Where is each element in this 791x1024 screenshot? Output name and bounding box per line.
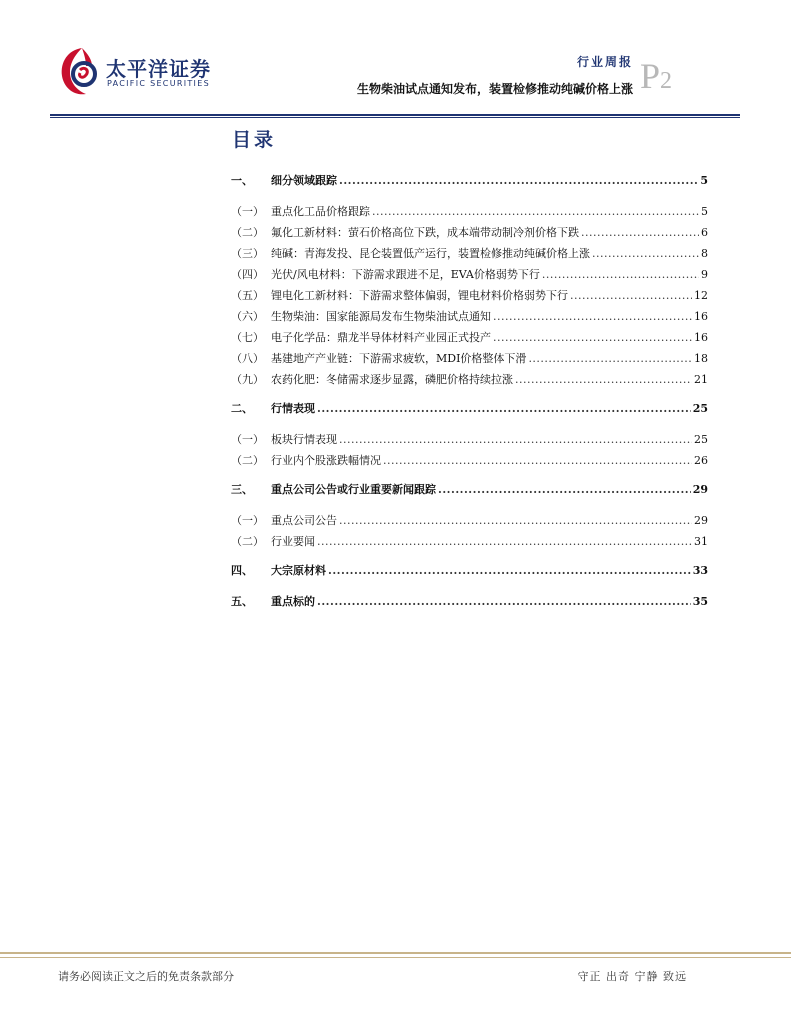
toc-leader-dots [317, 402, 691, 415]
toc-entry-title: 大宗原材料 [271, 564, 326, 577]
toc-entry-page: 21 [694, 373, 708, 386]
toc-entry-index: （一） [231, 433, 264, 446]
toc-entry[interactable] [231, 172, 708, 195]
page-number [640, 58, 672, 99]
toc-leader-dots [592, 247, 699, 260]
toc-entry[interactable] [231, 371, 708, 392]
toc-entry-title: 光伏/风电材料：下游需求跟进不足，EVA价格弱势下行 [271, 268, 540, 281]
toc-leader-dots [383, 454, 692, 467]
toc-entry-index: 四、 [231, 564, 253, 577]
toc-entry-title: 生物柴油：国家能源局发布生物柴油试点通知 [271, 310, 491, 323]
toc-entry-index: （四） [231, 268, 264, 281]
toc-entry[interactable] [231, 203, 708, 224]
toc-entry-page: 12 [694, 289, 708, 302]
report-subtitle: 生物柴油试点通知发布，装置检修推动纯碱价格上涨 [356, 82, 633, 96]
toc-entry-page: 35 [692, 595, 708, 608]
toc-entry-index: （五） [231, 289, 264, 302]
toc-entry-page: 29 [694, 514, 708, 527]
page-letter: P [640, 56, 661, 96]
toc-entry[interactable] [231, 245, 708, 266]
toc-entry[interactable] [231, 266, 708, 287]
toc-leader-dots [317, 595, 691, 608]
toc-entry[interactable] [231, 224, 708, 245]
toc-entry-page: 5 [700, 174, 708, 187]
toc-entry-page: 16 [694, 331, 708, 344]
toc-entry-title: 细分领域跟踪 [271, 174, 337, 187]
header-divider [50, 114, 740, 118]
company-logo [58, 44, 218, 104]
toc-leader-dots [581, 226, 699, 239]
disclaimer-note: 请务必阅读正文之后的免责条款部分 [58, 970, 234, 983]
toc-entry-index: （六） [231, 310, 264, 323]
toc-entry-title: 重点公司公告 [271, 514, 337, 527]
toc-entry-page: 5 [701, 205, 708, 218]
toc-entry-index: 五、 [231, 595, 253, 608]
toc-entry-title: 农药化肥：冬储需求逐步显露，磷肥价格持续拉涨 [271, 373, 513, 386]
toc-entry[interactable] [231, 308, 708, 329]
toc-entry-title: 行情表现 [271, 402, 315, 415]
toc-leader-dots [542, 268, 699, 281]
toc-leader-dots [372, 205, 699, 218]
toc-entry-title: 重点化工品价格跟踪 [271, 205, 370, 218]
toc-entry-title: 纯碱：青海发投、昆仑装置低产运行，装置检修推动纯碱价格上涨 [271, 247, 590, 260]
toc-entry[interactable] [231, 533, 708, 554]
toc-entry[interactable] [231, 452, 708, 473]
toc-entry-title: 重点标的 [271, 595, 315, 608]
toc-entry-title: 基建地产产业链：下游需求疲软，MDI价格整体下滑 [271, 352, 527, 365]
toc-leader-dots [317, 535, 692, 548]
toc-entry-title: 锂电化工新材料：下游需求整体偏弱，锂电材料价格弱势下行 [271, 289, 568, 302]
toc-entry-title: 行业要闻 [271, 535, 315, 548]
toc-entry[interactable] [231, 562, 708, 585]
toc-entry[interactable] [231, 329, 708, 350]
toc-entry-index: （九） [231, 373, 264, 386]
page-number-value: 2 [660, 68, 673, 94]
toc-entry-index: 二、 [231, 402, 253, 415]
toc-entry-title: 行业内个股涨跌幅情况 [271, 454, 381, 467]
toc-leader-dots [438, 483, 691, 496]
toc-entry[interactable] [231, 431, 708, 452]
toc-leader-dots [493, 331, 692, 344]
toc-entry-index: （七） [231, 331, 264, 344]
toc-leader-dots [570, 289, 692, 302]
report-type-label: 行业周报 [576, 55, 633, 69]
toc-entry[interactable] [231, 400, 708, 423]
toc-entry-page: 25 [694, 433, 708, 446]
toc-entry-title: 板块行情表现 [271, 433, 337, 446]
toc-leader-dots [339, 433, 692, 446]
toc-entry-page: 31 [694, 535, 708, 548]
toc-entry[interactable] [231, 350, 708, 371]
toc-entry[interactable] [231, 512, 708, 533]
company-motto: 守正 出奇 宁静 致远 [577, 970, 687, 983]
toc-entry-page: 16 [694, 310, 708, 323]
toc-entry-page: 26 [694, 454, 708, 467]
toc-entry-index: 三、 [231, 483, 253, 496]
logo-chinese-name: 太平洋证券 [106, 57, 211, 81]
toc-entry-index: 一、 [231, 174, 253, 187]
toc-entry-index: （二） [231, 226, 264, 239]
toc-entry-page: 9 [701, 268, 708, 281]
toc-entry-title: 重点公司公告或行业重要新闻跟踪 [271, 483, 436, 496]
toc-entry-index: （二） [231, 454, 264, 467]
table-of-contents [231, 172, 708, 616]
toc-entry-page: 6 [701, 226, 708, 239]
toc-entry[interactable] [231, 593, 708, 616]
toc-leader-dots [339, 174, 698, 187]
toc-entry-page: 25 [692, 402, 708, 415]
toc-leader-dots [493, 310, 692, 323]
pacific-securities-logo-icon [58, 44, 104, 98]
toc-leader-dots [515, 373, 692, 386]
toc-entry-page: 18 [694, 352, 708, 365]
toc-entry-page: 8 [701, 247, 708, 260]
toc-entry-title: 电子化学品：鼎龙半导体材料产业园正式投产 [271, 331, 491, 344]
toc-entry[interactable] [231, 481, 708, 504]
toc-entry-page: 29 [692, 483, 708, 496]
toc-leader-dots [339, 514, 692, 527]
toc-entry-page: 33 [692, 564, 708, 577]
toc-entry-index: （一） [231, 205, 264, 218]
toc-entry-title: 氟化工新材料：萤石价格高位下跌，成本端带动制冷剂价格下跌 [271, 226, 579, 239]
toc-entry-index: （二） [231, 535, 264, 548]
logo-english-name: PACIFIC SECURITIES [107, 79, 210, 88]
toc-leader-dots [528, 352, 692, 365]
toc-title: 目录 [232, 129, 277, 151]
toc-entry-index: （三） [231, 247, 264, 260]
toc-leader-dots [328, 564, 691, 577]
toc-entry-index: （八） [231, 352, 264, 365]
toc-entry[interactable] [231, 287, 708, 308]
footer-divider [0, 952, 791, 958]
toc-entry-index: （一） [231, 514, 264, 527]
